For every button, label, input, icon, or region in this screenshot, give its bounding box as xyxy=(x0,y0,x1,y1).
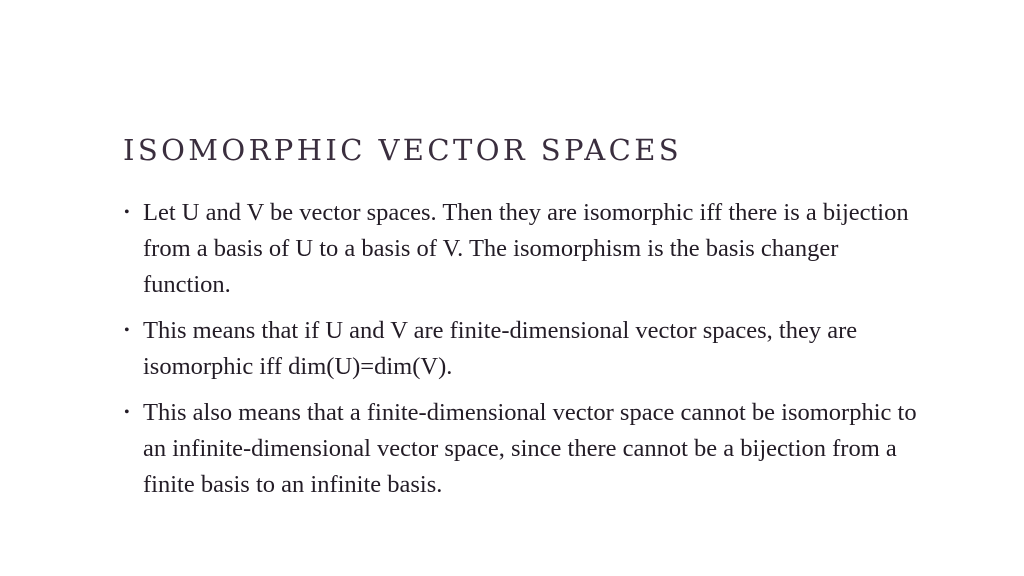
bullet-text: Let U and V be vector spaces. Then they are isomorphic iff there is a bijection from a basis of U to a basis of V. The isomorphism is the basis changer function. xyxy=(143,199,909,298)
bullet-item xyxy=(120,313,920,385)
bullet-item xyxy=(120,195,920,303)
bullet-item xyxy=(120,395,920,503)
bullet-marker: • xyxy=(124,204,130,221)
slide-title: ISOMORPHIC VECTOR SPACES xyxy=(123,133,683,167)
bullet-text: This also means that a finite-dimensional vector space cannot be isomorphic to an infinite-dimensional vector space, since there cannot be a bijection from a finite basis to an infinite basis. xyxy=(143,399,917,498)
bullet-marker: • xyxy=(124,322,130,339)
bullet-marker: • xyxy=(124,404,130,421)
bullet-text: This means that if U and V are finite-dimensional vector spaces, they are isomorphic iff dim(U)=dim(V). xyxy=(143,317,858,380)
bullet-list xyxy=(120,195,920,513)
